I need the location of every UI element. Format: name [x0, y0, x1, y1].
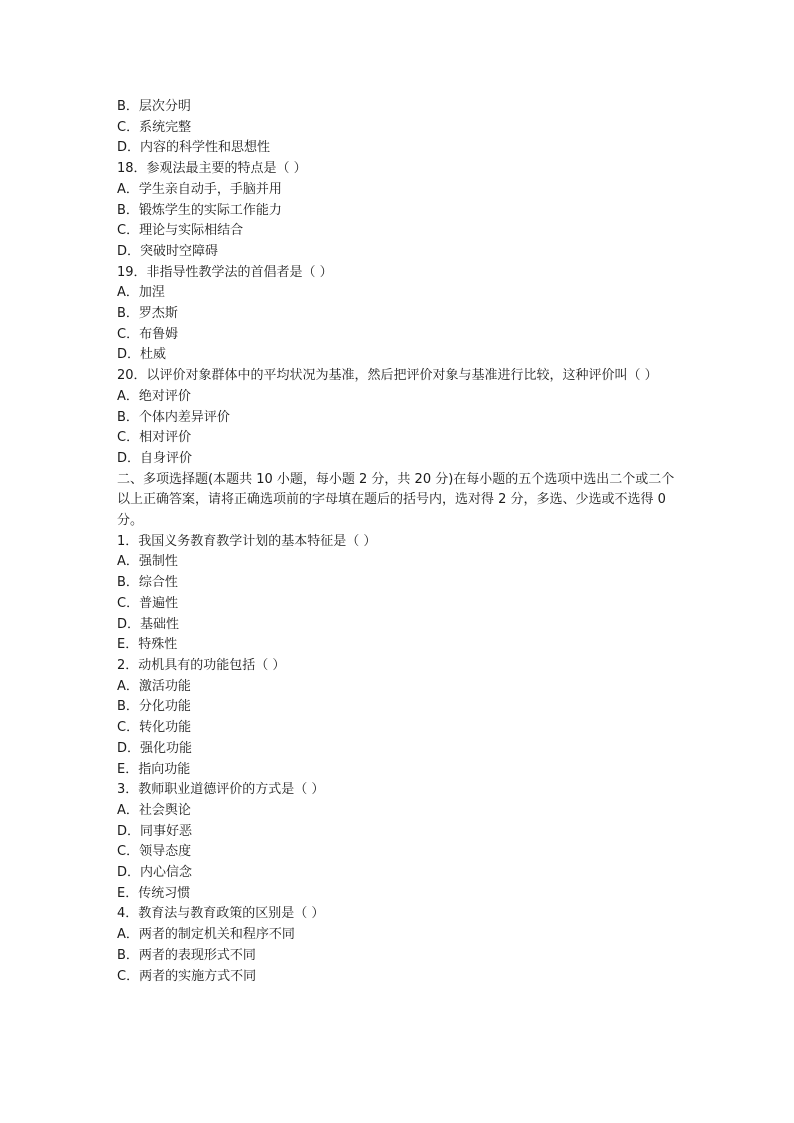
text-line: E．指向功能 — [117, 761, 191, 777]
question-20-options — [117, 387, 677, 470]
text-line: D．内容的科学性和思想性 — [117, 140, 271, 156]
text-line: B．分化功能 — [117, 699, 191, 715]
text-line: B．层次分明 — [117, 99, 191, 114]
question-20-stem: 20．以评价对象群体中的平均状况为基准，然后把评价对象与基准进行比较，这种评价叫（ ） — [117, 368, 658, 384]
text-line: A．强制性 — [117, 554, 178, 570]
text-line: E．传统习惯 — [117, 885, 191, 901]
section-2-heading: 二、多项选择题(本题共 10 小题，每小题 2 分，共 20 分)在每小题的五个选项中选出二个或二个以上正确答案，请将正确选项前的字母填在题后的括号内，选对得 2 分，多选、少选或不选得 0 分。 — [117, 471, 675, 529]
text-line: 19．非指导性教学法的首倡者是（ ） — [117, 264, 333, 280]
text-line: B．综合性 — [117, 575, 178, 591]
text-line: A．两者的制定机关和程序不同 — [117, 927, 295, 943]
questions-17-19 — [117, 97, 677, 366]
text-line: A．加涅 — [117, 285, 165, 301]
text-line: D．内心信念 — [117, 865, 193, 881]
text-line: 1．我国义务教育教学计划的基本特征是（ ） — [117, 533, 377, 549]
document-page — [117, 97, 677, 987]
text-line: D．突破时空障碍 — [117, 243, 219, 259]
text-line: D．自身评价 — [117, 450, 193, 466]
text-line: B．两者的表现形式不同 — [117, 947, 256, 963]
text-line: C．相对评价 — [117, 430, 192, 446]
text-line: D．基础性 — [117, 616, 180, 632]
text-line: 4．教育法与教育政策的区别是（ ） — [117, 906, 325, 922]
text-line: C．转化功能 — [117, 720, 192, 736]
multi-choice-questions — [117, 532, 677, 987]
text-line: C．系统完整 — [117, 119, 192, 135]
text-line: 3．教师职业道德评价的方式是（ ） — [117, 782, 325, 798]
text-line: D．同事好恶 — [117, 823, 193, 839]
text-line: A．社会舆论 — [117, 802, 191, 818]
text-line: C．领导态度 — [117, 844, 192, 860]
text-line: D．杜威 — [117, 347, 167, 363]
text-line: C．两者的实施方式不同 — [117, 968, 257, 984]
text-line: 2．动机具有的功能包括（ ） — [117, 657, 286, 673]
text-line: B．个体内差异评价 — [117, 409, 230, 425]
text-line: E．特殊性 — [117, 637, 178, 653]
text-line: C．理论与实际相结合 — [117, 223, 244, 239]
text-line: D．强化功能 — [117, 740, 193, 756]
text-line: A．绝对评价 — [117, 388, 191, 404]
text-line: C．布鲁姆 — [117, 326, 179, 342]
text-line: A．激活功能 — [117, 678, 191, 694]
text-line: B．罗杰斯 — [117, 306, 178, 322]
text-line: B．锻炼学生的实际工作能力 — [117, 202, 282, 218]
text-line: 18．参观法最主要的特点是（ ） — [117, 161, 307, 177]
text-line: C．普遍性 — [117, 595, 179, 611]
text-line: A．学生亲自动手，手脑并用 — [117, 181, 282, 197]
